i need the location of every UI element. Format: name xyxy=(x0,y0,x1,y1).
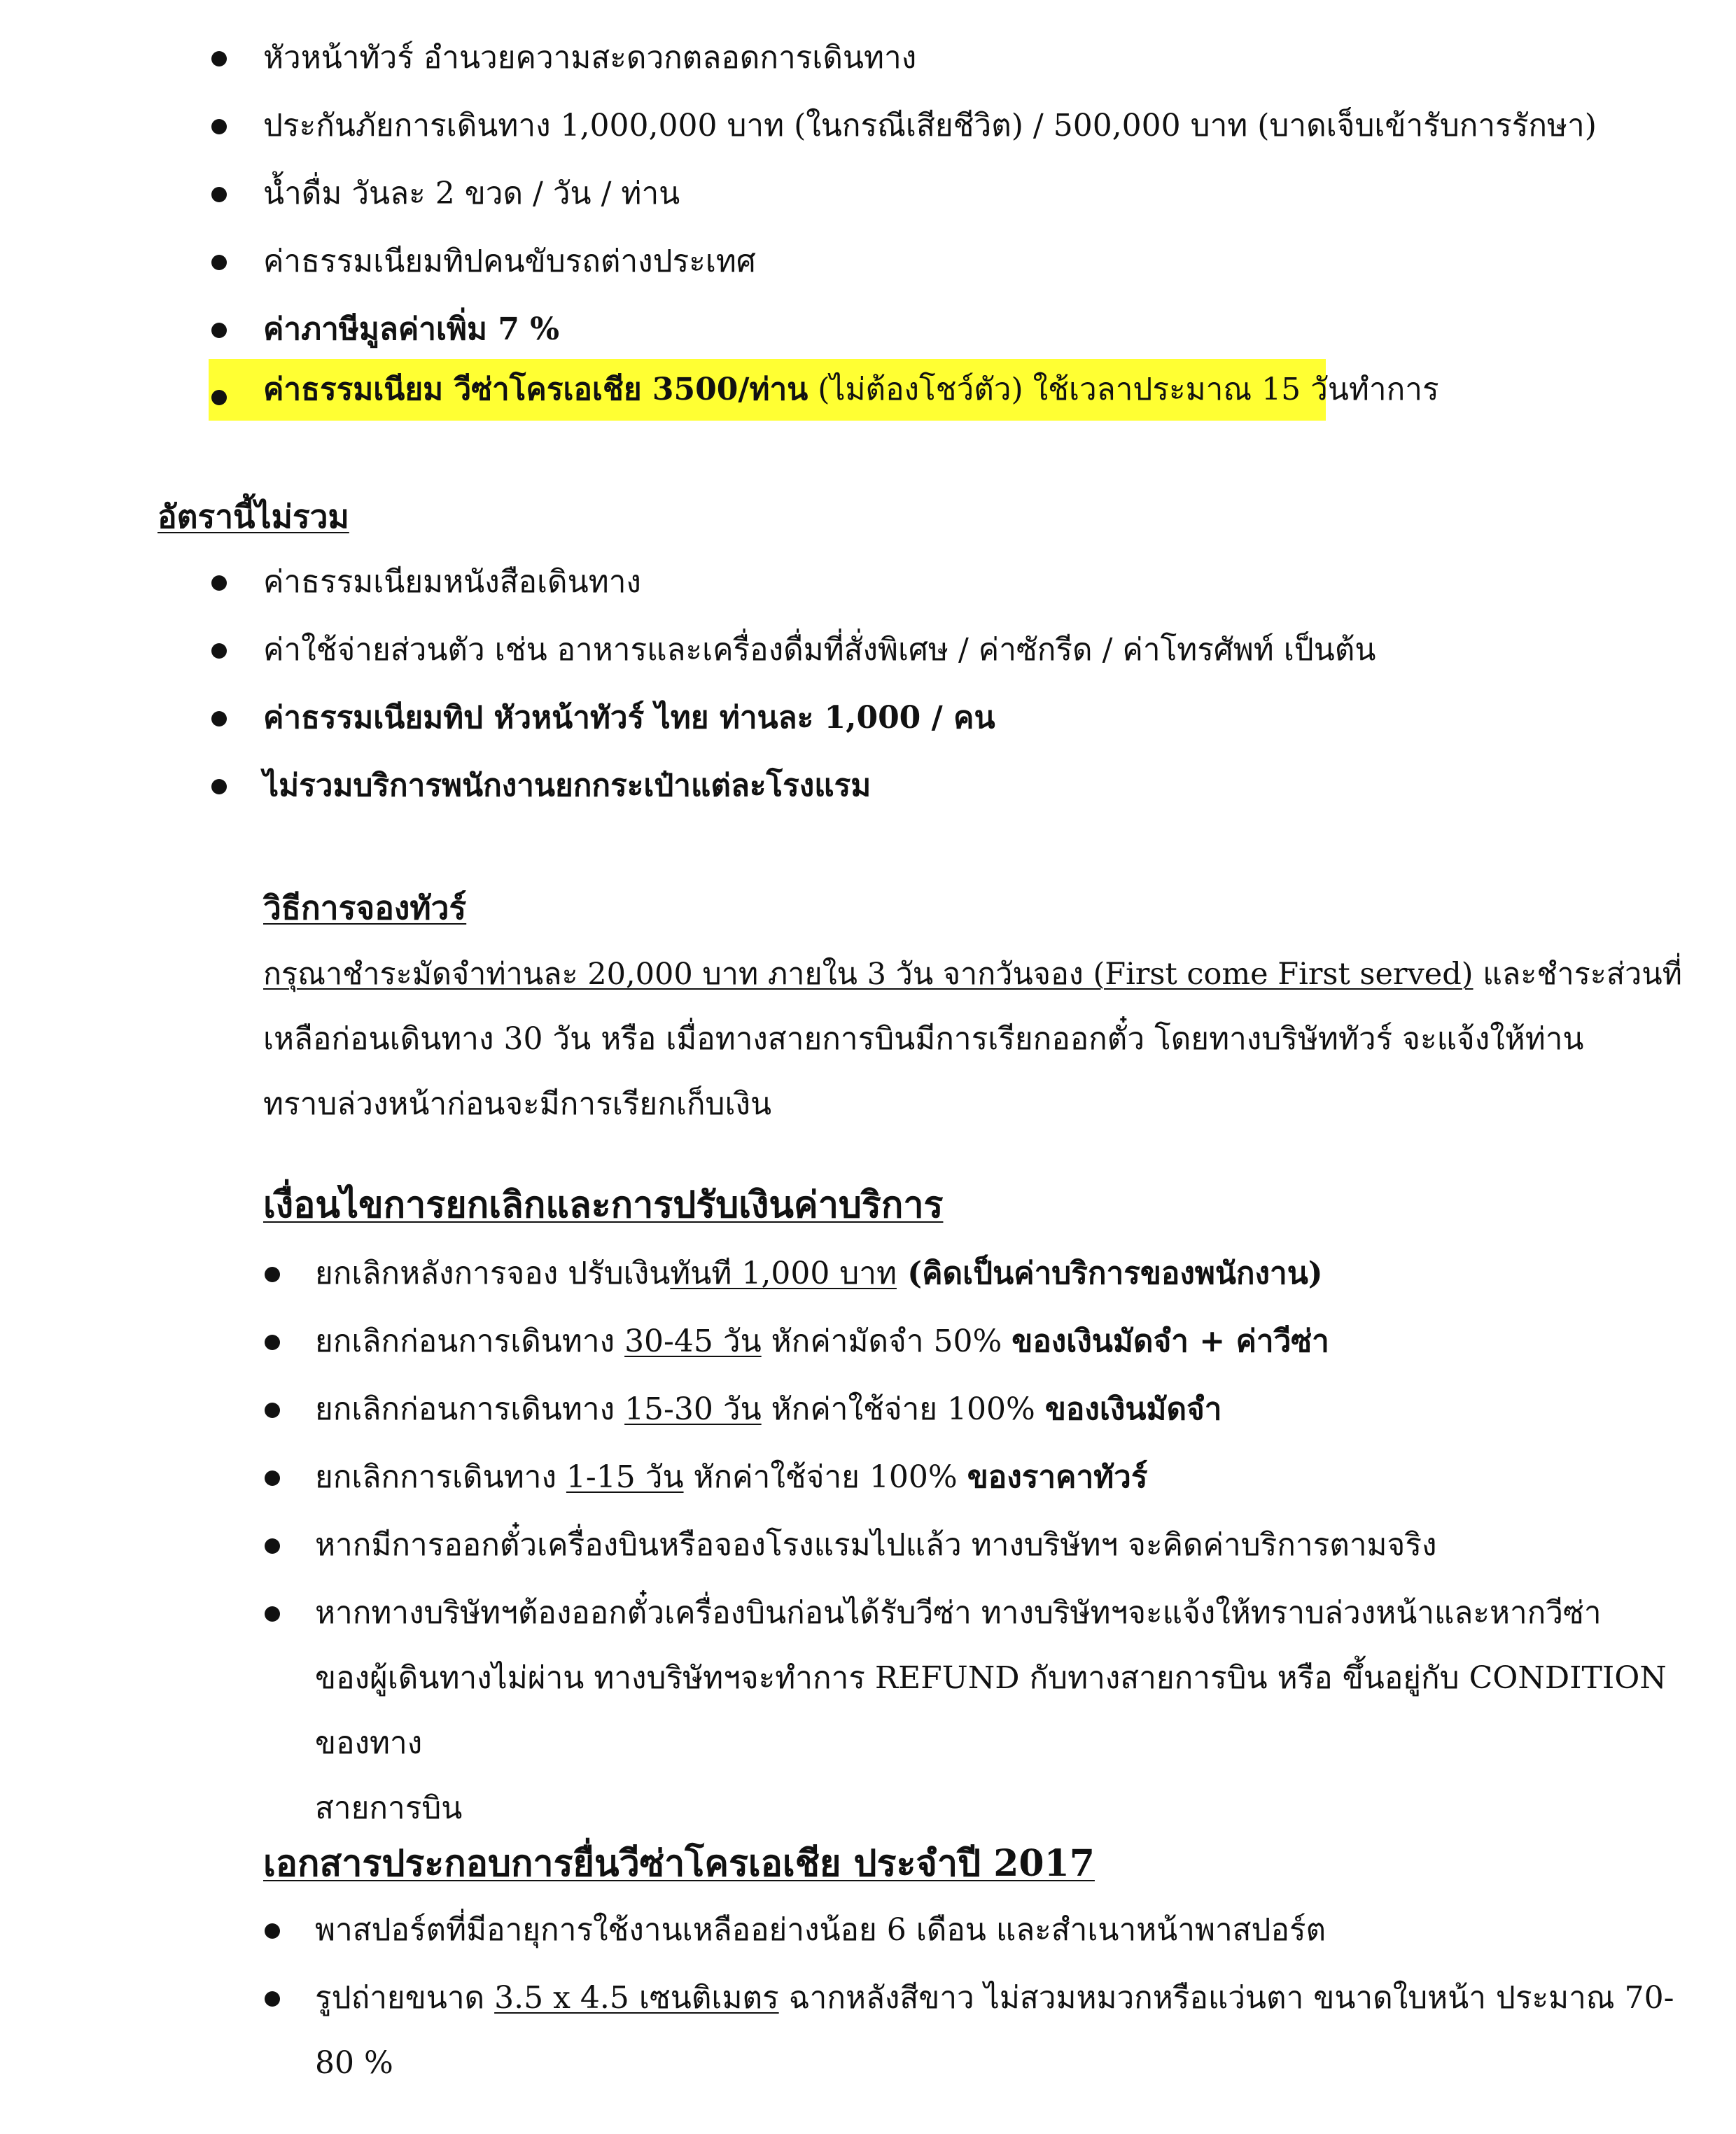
bullet xyxy=(211,711,227,726)
bullet xyxy=(265,1267,280,1282)
bullet xyxy=(265,1538,280,1554)
booking-line-3: ทราบล่วงหน้าก่อนจะมีการเรียกเก็บเงิน xyxy=(263,1086,772,1122)
photo-requirements: ฉากหลังสีขาว ไม่สวมหมวกหรือแว่นตา ขนาดใบหน้า ประมาณ 70- xyxy=(778,1980,1674,2016)
documents-title: เอกสารประกอบการยื่นวีซ่าโครเอเชีย ประจำปี 2017 xyxy=(263,1842,1095,1885)
bullet xyxy=(211,255,227,270)
bullet xyxy=(211,779,227,794)
cancellation-title: เงื่อนไขการยกเลิกและการปรับเงินค่าบริการ xyxy=(263,1184,944,1226)
bullet xyxy=(211,187,227,202)
documents-item-2-line-2: 80 % xyxy=(315,2045,393,2081)
visa-fee-rest: (ไม่ต้องโชว์ตัว) ใช้เวลาประมาณ 15 วันทำการ xyxy=(808,372,1439,407)
bullet xyxy=(211,119,227,134)
cancellation-item-2 xyxy=(315,1321,1329,1363)
photo-text: รูปถ่ายขนาด xyxy=(315,1980,495,2016)
documents-item-1: พาสปอร์ตที่มีอายุการใช้งานเหลืออย่างน้อย 6 เดือน และสำเนาหน้าพาสปอร์ต xyxy=(315,1912,1326,1948)
bullet xyxy=(211,390,227,405)
cancel-4-note: ของราคาทัวร์ xyxy=(967,1459,1148,1495)
visa-fee-bold: ค่าธรรมเนียม วีซ่าโครเอเชีย 3500/ท่าน xyxy=(263,372,808,407)
excludes-item-porter: ไม่รวมบริการพนักงานยกกระเป๋าแต่ละโรงแรม xyxy=(263,768,872,803)
bullet xyxy=(265,1403,280,1418)
cancel-3-note: ของเงินมัดจำ xyxy=(1044,1391,1222,1427)
bullet xyxy=(265,1470,280,1486)
booking-title: วิธีการจองทัวร์ xyxy=(263,889,467,927)
excludes-title: อัตรานี้ไม่รวม xyxy=(158,498,349,535)
cancel-1-text: ยกเลิกหลังการจอง ปรับเงิน xyxy=(315,1256,671,1291)
includes-item: หัวหน้าทัวร์ อำนวยความสะดวกตลอดการเดินทาง xyxy=(263,40,917,76)
cancel-2-charge: หักค่ามัดจำ 50% xyxy=(761,1324,1012,1359)
bullet xyxy=(211,323,227,338)
bullet xyxy=(265,1991,280,2007)
cancellation-item-6-line-1: หากทางบริษัทฯต้องออกตั๋วเครื่องบินก่อนได้รับวีซ่า ทางบริษัทฯจะแจ้งให้ทราบล่วงหน้าและหากวีซ่า xyxy=(315,1595,1602,1631)
cancellation-item-5: หากมีการออกตั๋วเครื่องบินหรือจองโรงแรมไปแล้ว ทางบริษัทฯ จะคิดค่าบริการตามจริง xyxy=(315,1527,1437,1563)
cancellation-item-1 xyxy=(315,1253,1323,1295)
includes-item: ค่าธรรมเนียมทิปคนขับรถต่างประเทศ xyxy=(263,244,756,279)
cancel-2-days: 30-45 วัน xyxy=(624,1324,762,1359)
cancel-1-fee: ทันที 1,000 บาท xyxy=(670,1256,897,1291)
bullet xyxy=(211,643,227,659)
bullet xyxy=(265,1335,280,1350)
cancel-3-charge: หักค่าใช้จ่าย 100% xyxy=(761,1391,1045,1427)
cancellation-item-6-line-4: สายการบิน xyxy=(315,1790,463,1826)
excludes-item: ค่าธรรมเนียมหนังสือเดินทาง xyxy=(263,564,641,600)
includes-item-vat: ค่าภาษีมูลค่าเพิ่ม 7 % xyxy=(263,311,560,347)
bullet xyxy=(265,1606,280,1622)
cancel-4-days: 1-15 วัน xyxy=(566,1459,684,1495)
cancel-4-text: ยกเลิกการเดินทาง xyxy=(315,1459,566,1495)
booking-line-1 xyxy=(263,953,1682,995)
cancel-3-text: ยกเลิกก่อนการเดินทาง xyxy=(315,1391,625,1427)
cancel-4-charge: หักค่าใช้จ่าย 100% xyxy=(683,1459,967,1495)
bullet xyxy=(265,1923,280,1939)
booking-line-1-rest: และชำระส่วนที่ xyxy=(1473,957,1683,992)
documents-item-2 xyxy=(315,1977,1674,2019)
excludes-item: ค่าใช้จ่ายส่วนตัว เช่น อาหารและเครื่องดื่มที่สั่งพิเศษ / ค่าซักรีด / ค่าโทรศัพท์ เป็นต้น xyxy=(263,632,1376,668)
bullet xyxy=(211,575,227,591)
cancel-2-note: ของเงินมัดจำ + ค่าวีซ่า xyxy=(1011,1324,1329,1359)
booking-line-2: เหลือก่อนเดินทาง 30 วัน หรือ เมื่อทางสายการบินมีการเรียกออกตั๋ว โดยทางบริษัททัวร์ จะแจ้งให้ท่าน xyxy=(263,1021,1584,1057)
cancellation-item-6-line-3: ของทาง xyxy=(315,1725,423,1761)
excludes-item-tip: ค่าธรรมเนียมทิป หัวหน้าทัวร์ ไทย ท่านละ 1,000 / คน xyxy=(263,700,995,736)
booking-deposit-terms: กรุณาชำระมัดจำท่านละ 20,000 บาท ภายใน 3 วัน จากวันจอง (First come First served) xyxy=(263,957,1474,992)
includes-item: ประกันภัยการเดินทาง 1,000,000 บาท (ในกรณีเสียชีวิต) / 500,000 บาท (บาดเจ็บเข้ารับการรักษา) xyxy=(263,108,1597,143)
bullet xyxy=(211,51,227,66)
cancellation-item-3 xyxy=(315,1389,1222,1431)
includes-item-visa-fee xyxy=(263,369,1439,411)
includes-item: น้ำดื่ม วันละ 2 ขวด / วัน / ท่าน xyxy=(263,176,680,211)
cancellation-item-4 xyxy=(315,1456,1148,1498)
photo-size: 3.5 x 4.5 เซนติเมตร xyxy=(494,1980,779,2016)
cancel-2-text: ยกเลิกก่อนการเดินทาง xyxy=(315,1324,625,1359)
cancel-1-note: (คิดเป็นค่าบริการของพนักงาน) xyxy=(896,1256,1323,1291)
cancellation-item-6-line-2: ของผู้เดินทางไม่ผ่าน ทางบริษัทฯจะทำการ REFUND กับทางสายการบิน หรือ ขึ้นอยู่กับ CONDITION xyxy=(315,1660,1667,1696)
cancel-3-days: 15-30 วัน xyxy=(624,1391,762,1427)
